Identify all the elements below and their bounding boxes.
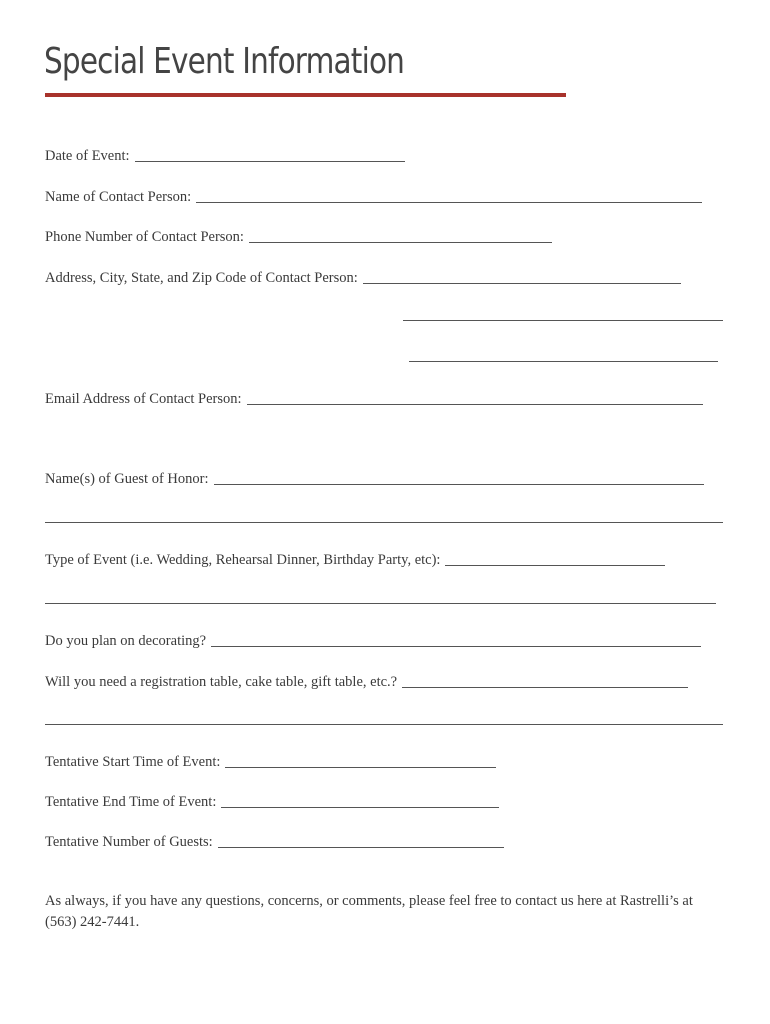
event-type-label: Type of Event (i.e. Wedding, Rehearsal Dinner, Birthday Party, etc): [45,552,441,568]
event-type-field[interactable] [445,549,665,566]
contact-address-row [45,264,681,288]
decorating-field[interactable] [211,630,701,647]
contact-address-line-3[interactable] [409,361,718,362]
guest-of-honor-row [45,465,704,489]
contact-address-field[interactable] [363,267,681,284]
contact-email-field[interactable] [247,388,703,405]
contact-email-label: Email Address of Contact Person: [45,391,242,407]
contact-phone-row [45,223,552,247]
contact-phone-label: Phone Number of Contact Person: [45,229,244,245]
start-time-label: Tentative Start Time of Event: [45,754,221,770]
guest-of-honor-label: Name(s) of Guest of Honor: [45,471,209,487]
contact-name-row [45,183,702,207]
guest-count-row [45,828,504,852]
event-type-row [45,546,665,570]
contact-phone-field[interactable] [249,226,552,243]
tables-line-2[interactable] [45,724,723,725]
start-time-field[interactable] [225,751,496,768]
guest-count-field[interactable] [218,831,504,848]
decorating-label: Do you plan on decorating? [45,633,207,649]
date-of-event-label: Date of Event: [45,148,130,164]
decorating-row [45,627,701,651]
contact-address-label: Address, City, State, and Zip Code of Contact Person: [45,270,358,286]
contact-note: As always, if you have any questions, concerns, or comments, please feel free to contact us here at Rastrelli’s at (563) 242-7441. [45,893,693,930]
contact-name-field[interactable] [196,186,702,203]
end-time-field[interactable] [221,791,499,808]
end-time-row [45,788,499,812]
page-title: Special Event Information [44,41,405,82]
tables-field[interactable] [402,671,688,688]
date-of-event-row [45,142,405,166]
contact-address-line-2[interactable] [403,320,723,321]
title-underline [45,93,566,97]
guest-of-honor-field[interactable] [214,468,704,485]
contact-email-row [45,385,703,409]
tables-label: Will you need a registration table, cake table, gift table, etc.? [45,674,398,690]
date-of-event-field[interactable] [135,145,405,162]
start-time-row [45,748,496,772]
contact-name-label: Name of Contact Person: [45,189,192,205]
end-time-label: Tentative End Time of Event: [45,794,217,810]
guest-of-honor-line-2[interactable] [45,522,723,523]
tables-row [45,668,688,692]
event-type-line-2[interactable] [45,603,716,604]
guest-count-label: Tentative Number of Guests: [45,834,213,850]
